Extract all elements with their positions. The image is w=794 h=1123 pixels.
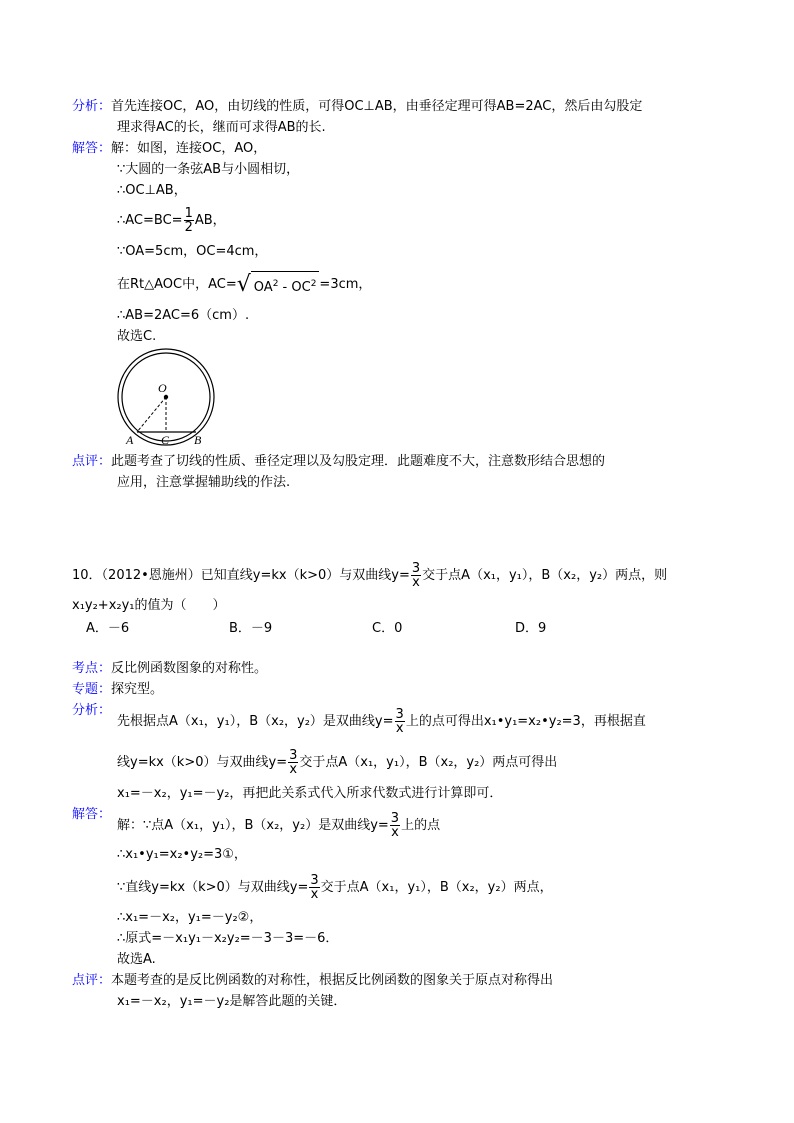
kaodian-text: 反比例函数图象的对称性。: [111, 661, 268, 676]
fraction-3-over-x: [288, 749, 298, 776]
q10-solution-line-4: ∴x₁=－x₂，y₁=－y₂②，: [117, 910, 263, 925]
q10-solution-line-3: [117, 874, 553, 901]
fraction-one-half: [184, 207, 194, 234]
radicand-oc: - OC: [278, 280, 311, 295]
analysis-label-row: [72, 701, 111, 721]
stem-suffix: 交于点A（x₁，y₁），B（x₂，y₂）两点，则: [422, 568, 668, 583]
q10-analysis-line-1: [117, 708, 646, 735]
analysis-2-suffix: 交于点A（x₁，y₁），B（x₂，y₂）两点可得出: [299, 755, 558, 770]
comment-row-1: [72, 452, 605, 472]
analysis-text-2: 理求得AC的长，继而可求得AB的长.: [117, 120, 326, 135]
center-point: [164, 395, 168, 399]
solution-3-prefix: ∵直线y=kx（k>0）与双曲线y=: [117, 880, 309, 895]
fraction-numerator: 3: [395, 707, 404, 722]
comment-text-2: 应用，注意掌握辅助线的作法.: [117, 475, 291, 490]
solution-line-1: 解：如图，连接OC，AO，: [111, 141, 267, 156]
solution-line-6-suffix: =3cm，: [319, 277, 372, 292]
solution-line-3: ∴OC⊥AB，: [117, 183, 187, 198]
comment-label: 点评：: [72, 973, 112, 988]
fraction-3-over-x: [390, 812, 400, 839]
stem-prefix: 10．（2012•恩施州）已知直线y=kx（k>0）与双曲线y=: [72, 568, 410, 583]
radicand-oa: OA: [253, 280, 273, 295]
radical-sign: √: [236, 271, 251, 297]
q10-solution-line-1: [117, 812, 440, 839]
zhuanti-label: 专题：: [72, 682, 112, 697]
option-c: C．0: [372, 621, 403, 636]
solution-line-6-prefix: 在Rt△AOC中，AC=: [117, 277, 237, 292]
kaodian-row: [72, 659, 267, 679]
solution-line-5: ∵OA=5cm，OC=4cm，: [117, 244, 268, 259]
fraction-denominator: x: [391, 825, 399, 840]
solution-label: 解答：: [72, 807, 112, 822]
solution-1-prefix: 解：∵点A（x₁，y₁），B（x₂，y₂）是双曲线y=: [117, 818, 389, 833]
solution-line-6: [117, 271, 371, 298]
square-root-expression: [237, 271, 320, 298]
q10-comment-text-2: x₁=－x₂，y₁=－y₂是解答此题的关键．: [117, 994, 347, 1009]
option-b: B．－9: [229, 621, 273, 636]
analysis-row-1: [72, 97, 642, 117]
fraction-denominator: x: [395, 721, 404, 736]
kaodian-label: 考点：: [72, 661, 112, 676]
option-d: D．9: [515, 621, 547, 636]
solution-line-2: ∵大圆的一条弦AB与小圆相切，: [117, 162, 300, 177]
solution-label-row: [72, 805, 111, 825]
q10-analysis-line-2: [117, 749, 557, 776]
fraction-numerator: 3: [390, 811, 400, 826]
analysis-1-prefix: 先根据点A（x₁，y₁），B（x₂，y₂）是双曲线y=: [117, 714, 394, 729]
comment-text-1: 此题考查了切线的性质、垂径定理以及勾股定理．此题难度不大，注意数形结合思想的: [111, 454, 606, 469]
fraction-denominator: x: [289, 762, 298, 777]
q10-comment-row-1: [72, 971, 553, 991]
solution-3-suffix: 交于点A（x₁，y₁），B（x₂，y₂）两点，: [320, 880, 553, 895]
segment-oa: [137, 397, 166, 432]
zhuanti-text: 探究型。: [111, 682, 164, 697]
fraction-3-over-x: [395, 708, 405, 735]
fraction-denominator: x: [310, 887, 319, 902]
question-10-stem-2: x₁y₂+x₂y₁的值为（ ）: [72, 598, 226, 613]
analysis-2-prefix: 线y=kx（k>0）与双曲线y=: [117, 755, 288, 770]
fraction-numerator: 1: [184, 206, 193, 221]
fraction-numerator: 3: [411, 561, 421, 576]
solution-line-8: 故选C.: [117, 329, 157, 344]
solution-row-1: [72, 139, 266, 159]
point-label-a: A: [126, 433, 134, 447]
solution-label: 解答：: [72, 141, 112, 156]
q10-solution-line-6: 故选A.: [117, 952, 156, 967]
concentric-circles-diagram: [112, 346, 222, 452]
solution-line-4-suffix: AB，: [194, 213, 226, 228]
fraction-denominator: x: [412, 575, 420, 590]
q10-comment-text-1: 本题考查的是反比例函数的对称性，根据反比例函数的图象关于原点对称得出: [111, 973, 554, 988]
fraction-numerator: 3: [289, 748, 298, 763]
q10-solution-line-2: ∴x₁•y₁=x₂•y₂=3①，: [117, 847, 247, 862]
analysis-1-suffix: 上的点可得出x₁•y₁=x₂•y₂=3，再根据直: [405, 714, 646, 729]
comment-label: 点评：: [72, 454, 112, 469]
fraction-3-over-x: [411, 562, 421, 589]
solution-1-suffix: 上的点: [401, 818, 441, 833]
solution-line-4-prefix: ∴AC=BC=: [117, 213, 183, 228]
fraction-3-over-x: [309, 874, 319, 901]
analysis-label: 分析：: [72, 99, 112, 114]
point-label-o: O: [158, 381, 167, 395]
analysis-label: 分析：: [72, 703, 112, 718]
zhuanti-row: [72, 680, 163, 700]
option-a: A．－6: [86, 621, 130, 636]
point-label-c: C: [161, 433, 170, 447]
fraction-numerator: 3: [310, 873, 319, 888]
q10-solution-line-5: ∴原式=－x₁y₁－x₂y₂=－3－3=－6．: [117, 931, 339, 946]
solution-line-4: [117, 207, 226, 234]
exponent: 2: [310, 279, 317, 289]
question-10-stem: [72, 562, 667, 589]
fraction-denominator: 2: [184, 220, 193, 235]
solution-line-7: ∴AB=2AC=6（cm）.: [117, 308, 250, 323]
analysis-text-1: 首先连接OC，AO，由切线的性质，可得OC⊥AB，由垂径定理可得AB=2AC，然后由勾股定: [111, 99, 643, 114]
exponent: 2: [272, 279, 279, 289]
point-label-b: B: [194, 433, 202, 447]
q10-analysis-line-3: x₁=－x₂，y₁=－y₂，再把此关系式代入所求代数式进行计算即可．: [117, 786, 503, 801]
